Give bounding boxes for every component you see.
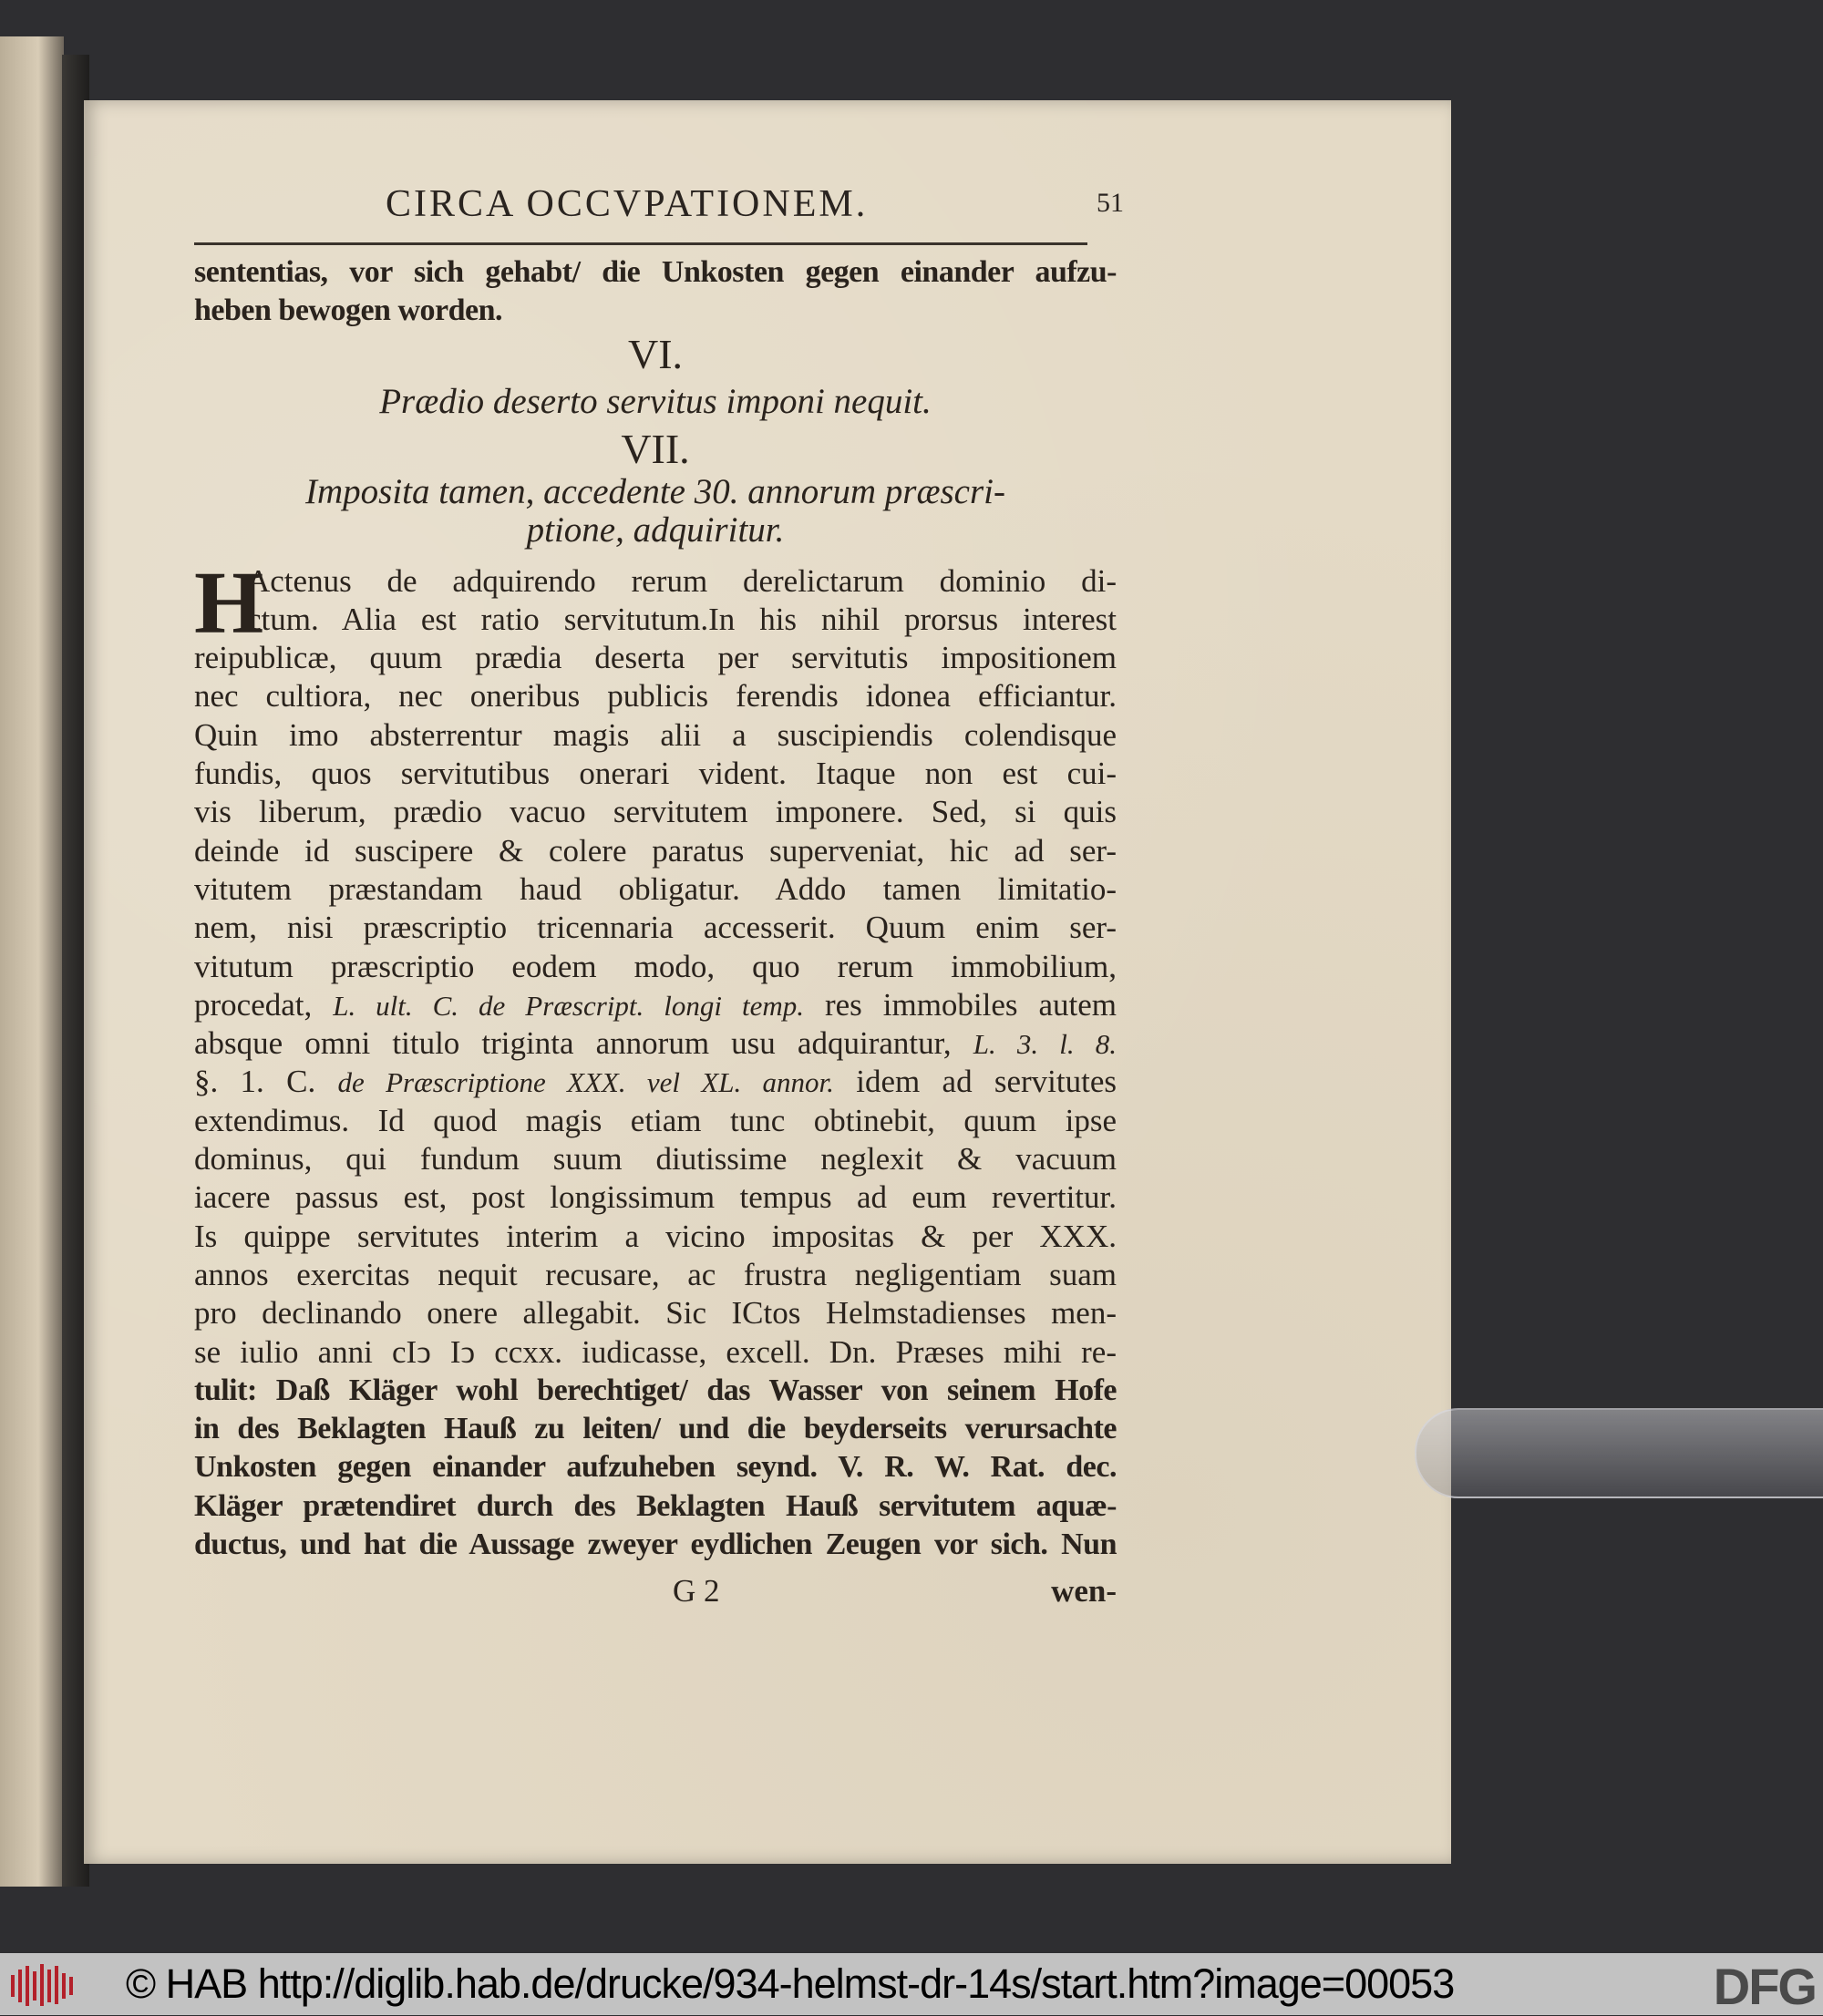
text: idem ad servitutes xyxy=(856,1064,1117,1100)
citation: L. ult. C. de Præscript. longi temp. xyxy=(333,989,804,1022)
hab-logo-icon xyxy=(7,1962,80,2008)
text: absque omni titulo triginta annorum usu adquirantur, xyxy=(194,1025,952,1062)
text-line: Actenus de adquirendo rerum derelictarum dominio di- xyxy=(247,562,1117,599)
text-line: tulit: Daß Kläger wohl berechtiget/ das Wasser von seinem Hofe xyxy=(194,1373,1117,1407)
text-line: ctum. Alia est ratio servitutum.In his nihil prorsus interest xyxy=(247,601,1117,637)
text-line: heben bewogen worden. xyxy=(194,293,503,328)
text-line: Is quippe servitutes interim a vicino impositas & per XXX. xyxy=(194,1218,1117,1254)
text-line: in des Beklagten Hauß zu leiten/ und die beyderseits verursachte xyxy=(194,1412,1117,1446)
text-line: nec cultiora, nec oneribus publicis ferendis idonea efficiantur. xyxy=(194,678,1117,715)
text-line: deinde id suscipere & colere paratus superveniat, hic ad ser- xyxy=(194,832,1117,869)
dfg-logo: DFG xyxy=(1713,1958,1816,2015)
text-line: pro declinando onere allegabit. Sic ICtos Helmstadienses men- xyxy=(194,1295,1117,1332)
paragraph xyxy=(194,553,1117,1565)
page-number: 51 xyxy=(1097,188,1124,218)
text-line: nem, nisi præscriptio tricennaria accesserit. Quum enim ser- xyxy=(194,910,1117,946)
page-header xyxy=(194,182,1124,237)
section-number: VII. xyxy=(621,425,690,472)
copyright-url: © HAB http://diglib.hab.de/drucke/934-helmst-dr-14s/start.htm?image=00053 xyxy=(126,1960,1455,2007)
text-line: iacere passus est, post longissimum tempus ad eum revertitur. xyxy=(194,1179,1117,1216)
header-rule xyxy=(194,242,1087,245)
glass-page-weight xyxy=(1415,1408,1823,1498)
text-line: dominus, qui fundum suum diutissime neglexit & vacuum xyxy=(194,1141,1117,1178)
section-heading: ptione, adquiritur. xyxy=(526,509,785,550)
section-heading: Prædio deserto servitus imponi nequit. xyxy=(379,381,932,421)
footer-bar xyxy=(0,1953,1823,2015)
citation: L. 3. l. 8. xyxy=(973,1028,1117,1061)
text-line xyxy=(194,1024,1117,1063)
text-line: vitutem præstandam haud obligatur. Addo tamen limitatio- xyxy=(194,870,1117,907)
text-line: Unkosten gegen einander aufzuheben seynd. V. R. W. Rat. dec. xyxy=(194,1450,1117,1485)
section-heading: Imposita tamen, accedente 30. annorum præscri- xyxy=(305,471,1005,511)
text: §. 1. C. xyxy=(194,1064,316,1100)
drop-cap: H xyxy=(194,553,264,653)
signature-mark: G 2 xyxy=(673,1573,720,1610)
page-body xyxy=(194,253,1117,1619)
citation: de Præscriptione XXX. vel XL. annor. xyxy=(337,1066,834,1099)
text-line xyxy=(194,1063,1117,1101)
text-line: fundis, quos servitutibus onerari vident. Itaque non est cui- xyxy=(194,756,1117,792)
catchword: wen- xyxy=(1051,1573,1117,1610)
text-line: Kläger prætendiret durch des Beklagten Hauß servitutem aquæ- xyxy=(194,1488,1117,1523)
text-line: reipublicæ, quum prædia deserta per servitutis impositionem xyxy=(194,640,1117,676)
section-number: VI. xyxy=(627,330,684,377)
facing-page-edge xyxy=(0,36,64,1887)
running-title: CIRCA OCCVPATIONEM. xyxy=(386,183,869,225)
text-line: sententias, vor sich gehabt/ die Unkosten gegen einander aufzu- xyxy=(194,255,1117,289)
text-line: vis liberum, prædio vacuo servitutem imponere. Sed, si quis xyxy=(194,794,1117,830)
text-line: vitutum præscriptio eodem modo, quo rerum immobilium, xyxy=(194,948,1117,984)
text: res immobiles autem xyxy=(824,986,1117,1023)
text-line xyxy=(194,986,1117,1024)
page-footer-line xyxy=(194,1564,1117,1619)
text-line: annos exercitas nequit recusare, ac frustra negligentiam suam xyxy=(194,1256,1117,1292)
text-line: Quin imo absterrentur magis alii a suscipiendis colendisque xyxy=(194,716,1117,753)
text-line: ductus, und hat die Aussage zweyer eydlichen Zeugen vor sich. Nun xyxy=(194,1527,1117,1562)
text-line: extendimus. Id quod magis etiam tunc obtinebit, quum ipse xyxy=(194,1102,1117,1138)
text: procedat, xyxy=(194,986,313,1023)
text-line: se iulio anni cIↄ Iↄ ccxx. iudicasse, excell. Dn. Præses mihi re- xyxy=(194,1333,1117,1370)
